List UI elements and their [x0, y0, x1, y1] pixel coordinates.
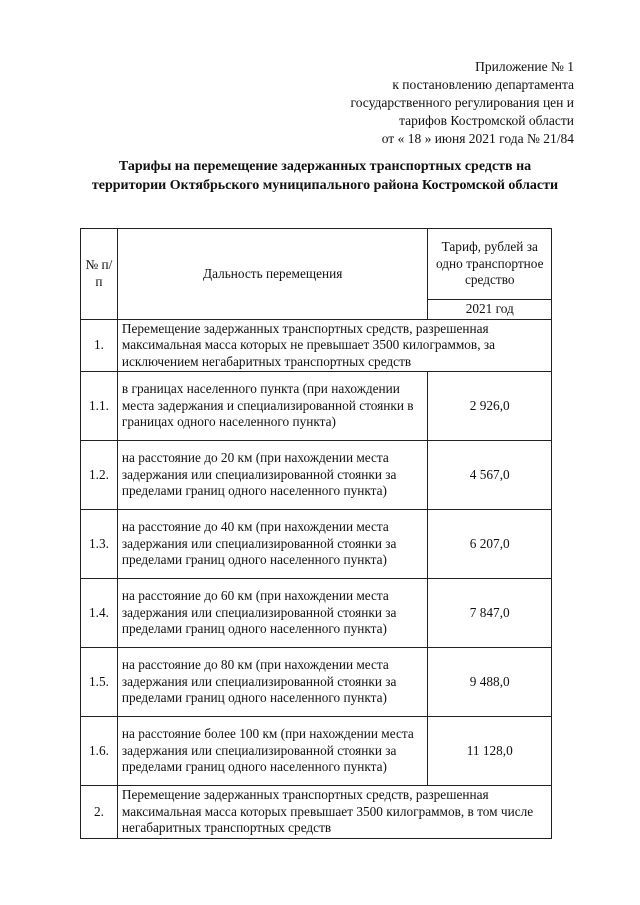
- row-num-cell: 1.1.: [81, 372, 118, 441]
- row-num-cell: 1.3.: [81, 510, 118, 579]
- table-row: [81, 372, 552, 441]
- table-section-row: [81, 319, 552, 372]
- table-row: [81, 717, 552, 786]
- table-row: [81, 510, 552, 579]
- table-header-row: [81, 229, 552, 300]
- row-distance-cell: на расстояние до 80 км (при нахождении места задержания или специализированной стоянки за пределами границ одного населенного пункта): [117, 648, 428, 717]
- section-text-cell: Перемещение задержанных транспортных средств, разрешенная максимальная масса которых не превышает 3500 килограммов, за исключением негабаритных транспортных средств: [117, 319, 551, 372]
- header-region-line: тарифов Костромской области: [399, 113, 574, 128]
- row-num-cell: 1.6.: [81, 717, 118, 786]
- document-header: [351, 58, 574, 148]
- header-department-line: государственного регулирования цен и: [350, 95, 574, 110]
- row-tariff-cell: 9 488,0: [428, 648, 552, 717]
- row-distance-cell: на расстояние более 100 км (при нахождении места задержания или специализированной стоянки за пределами границ одного населенного пункта): [117, 717, 428, 786]
- document-title: Тарифы на перемещение задержанных транспортных средств на территории Октябрьского муниципального района Костромской области: [91, 159, 559, 193]
- section-text-cell: Перемещение задержанных транспортных средств, разрешенная максимальная масса которых превышает 3500 килограммов, в том числе негабаритных транспортных средств: [117, 786, 551, 839]
- header-year-cell: 2021 год: [428, 300, 552, 320]
- tariff-table: [80, 228, 552, 839]
- header-tariff-cell: Тариф, рублей за одно транспортное средство: [428, 229, 552, 300]
- header-distance-cell: Дальность перемещения: [117, 229, 428, 320]
- header-num-cell: № п/п: [81, 229, 118, 320]
- row-tariff-cell: 4 567,0: [428, 441, 552, 510]
- section-num-cell: 2.: [81, 786, 118, 839]
- header-date-number-line: от « 18 » июня 2021 года № 21/84: [381, 131, 574, 146]
- header-resolution-line: к постановлению департамента: [392, 77, 574, 92]
- row-num-cell: 1.2.: [81, 441, 118, 510]
- row-distance-cell: на расстояние до 40 км (при нахождении места задержания или специализированной стоянки за пределами границ одного населенного пункта): [117, 510, 428, 579]
- table-section-row: [81, 786, 552, 839]
- row-num-cell: 1.4.: [81, 579, 118, 648]
- row-tariff-cell: 11 128,0: [428, 717, 552, 786]
- row-distance-cell: на расстояние до 20 км (при нахождении места задержания или специализированной стоянки за пределами границ одного населенного пункта): [117, 441, 428, 510]
- header-appendix-line: Приложение № 1: [475, 59, 574, 74]
- section-num-cell: 1.: [81, 319, 118, 372]
- row-tariff-cell: 2 926,0: [428, 372, 552, 441]
- row-tariff-cell: 6 207,0: [428, 510, 552, 579]
- table-row: [81, 648, 552, 717]
- row-num-cell: 1.5.: [81, 648, 118, 717]
- table-row: [81, 441, 552, 510]
- row-distance-cell: на расстояние до 60 км (при нахождении места задержания или специализированной стоянки за пределами границ одного населенного пункта): [117, 579, 428, 648]
- row-tariff-cell: 7 847,0: [428, 579, 552, 648]
- table-row: [81, 579, 552, 648]
- row-distance-cell: в границах населенного пункта (при нахождении места задержания и специализированной стоянки в границах одного населенного пункта): [117, 372, 428, 441]
